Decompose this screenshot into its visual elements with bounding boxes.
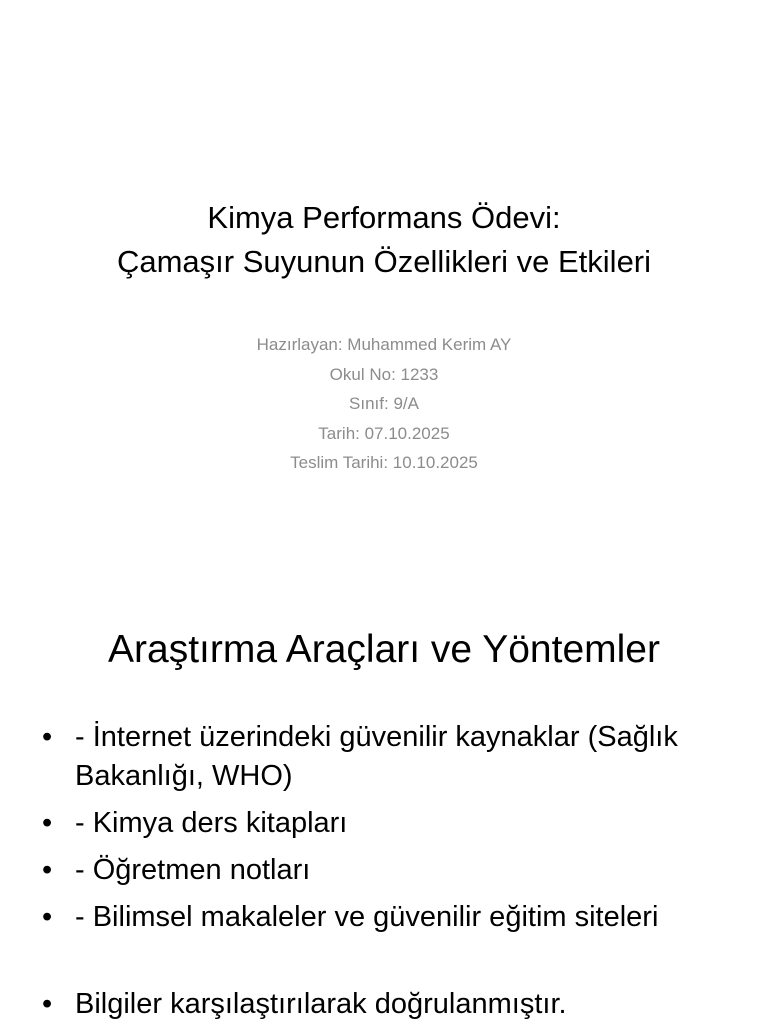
- bullet-icon: •: [42, 854, 53, 886]
- bullet-icon: •: [42, 988, 53, 1020]
- list-item-text: - Kimya ders kitapları: [75, 807, 348, 839]
- list-item-text: - Öğretmen notları: [75, 854, 311, 886]
- slide1-title-line2: Çamaşır Suyunun Özellikleri ve Etkileri: [116, 244, 652, 279]
- bullet-icon: •: [42, 721, 53, 753]
- class-line: Sınıf: 9/A: [349, 394, 419, 414]
- slide1-title: [0, 196, 768, 284]
- list-item: [40, 898, 740, 937]
- list-item-text: - İnternet üzerindeki güvenilir kaynaklar (Sağlık Bakanlığı, WHO): [75, 721, 678, 792]
- list-item: [40, 804, 740, 843]
- bullet-list: [40, 718, 740, 1024]
- list-item: [40, 851, 740, 890]
- bullet-icon: •: [42, 807, 53, 839]
- author-line: Hazırlayan: Muhammed Kerim AY: [256, 335, 512, 354]
- list-item: [40, 985, 740, 1024]
- school-number-line: Okul No: 1233: [329, 364, 439, 384]
- date-line: Tarih: 07.10.2025: [318, 423, 450, 443]
- list-item: [40, 718, 740, 796]
- slide1-title-line1: Kimya Performans Ödevi:: [207, 200, 561, 235]
- due-date-line: Teslim Tarihi: 10.10.2025: [290, 453, 478, 473]
- bullet-icon: •: [42, 901, 53, 933]
- slide1-info: [0, 330, 768, 478]
- slide2-title: Araştırma Araçları ve Yöntemler: [108, 628, 660, 671]
- list-item-text: - Bilimsel makaleler ve güvenilir eğitim siteleri: [75, 901, 659, 933]
- list-item-text: Bilgiler karşılaştırılarak doğrulanmıştır.: [75, 988, 567, 1020]
